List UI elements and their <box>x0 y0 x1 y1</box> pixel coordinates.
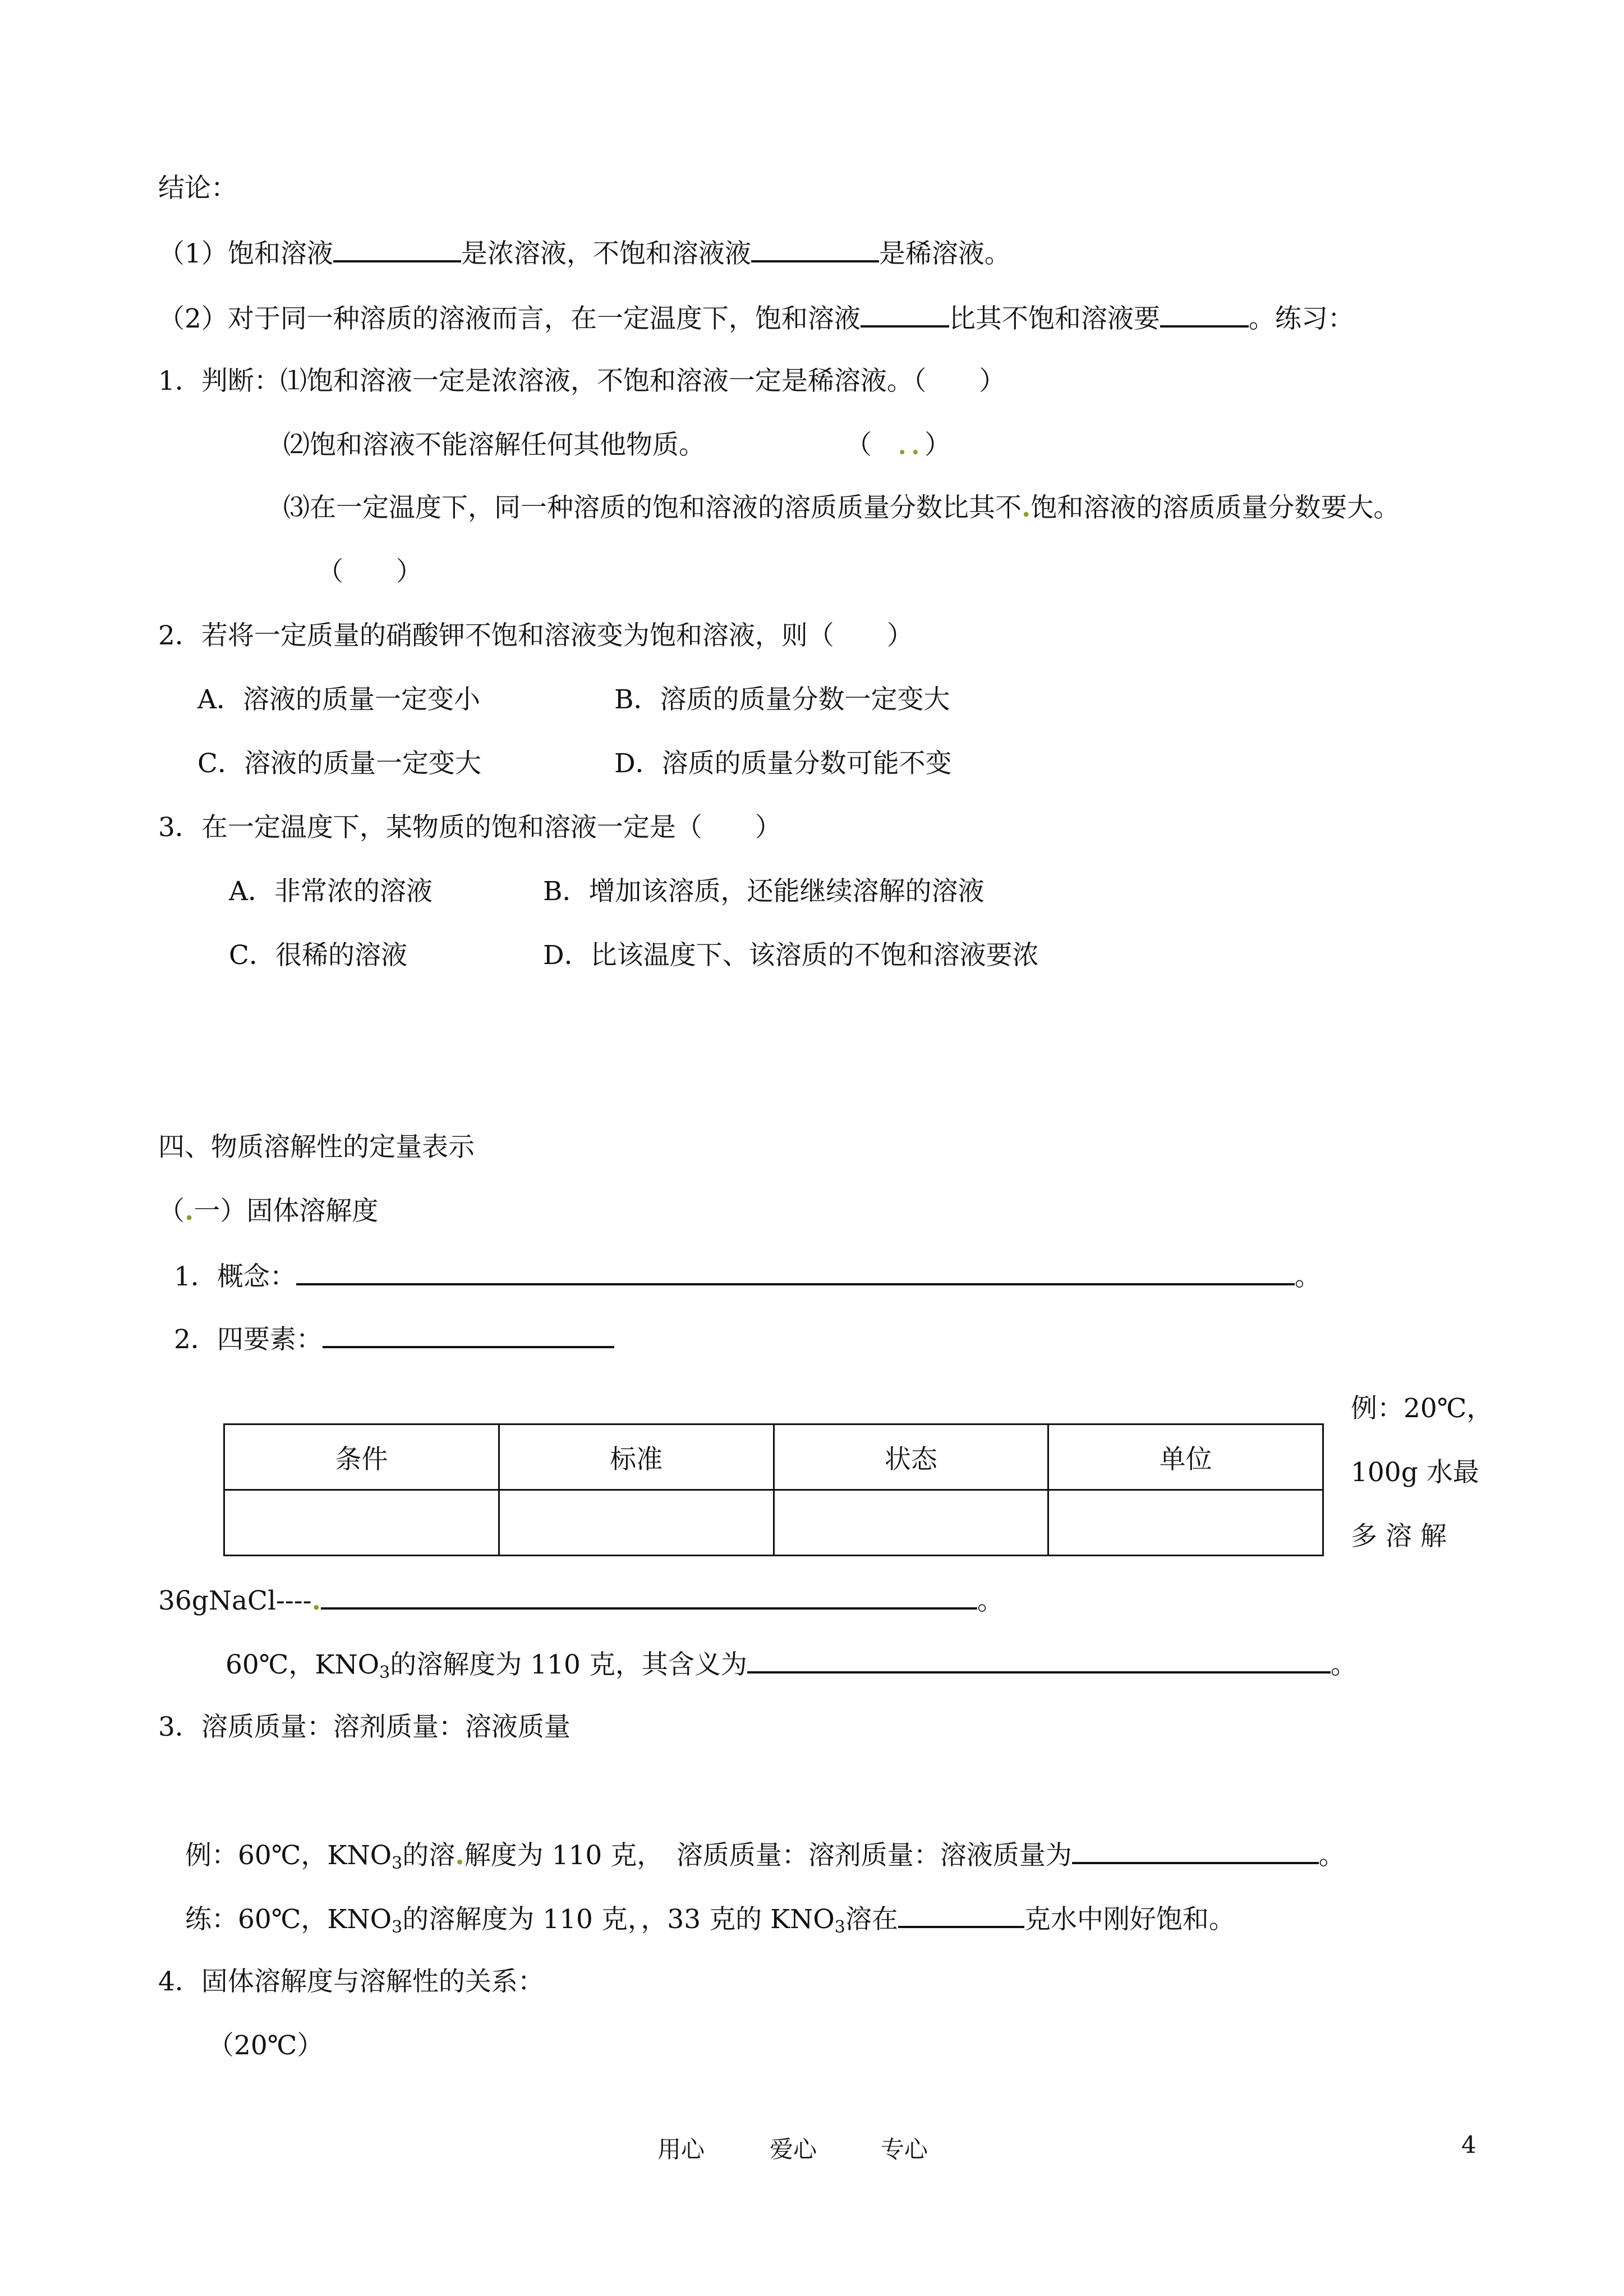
footer-motto-1: 用心 <box>657 2136 705 2163</box>
table-header-row <box>224 1424 1323 1490</box>
side-note-line-2: 100g 水最 <box>1351 1457 1479 1488</box>
table-header-cell: 标准 <box>499 1424 774 1490</box>
conclusion-item-1-text-a: （1）饱和溶液 <box>158 238 333 269</box>
kno3-meaning-line <box>226 1647 1357 1690</box>
blank-line[interactable] <box>898 1901 1024 1928</box>
answer-paren-close: ） <box>924 430 951 460</box>
dot-mark: . <box>1022 492 1031 523</box>
table-cell[interactable] <box>224 1490 499 1556</box>
footer-motto-2: 爱心 <box>770 2136 817 2163</box>
practice-text-a: 练：60℃，KNO <box>185 1904 392 1935</box>
example-text-b: 的溶 <box>402 1840 456 1871</box>
conclusion-item-1-text-b: 是浓溶液，不饱和溶液液 <box>461 238 751 269</box>
table-row <box>224 1490 1323 1556</box>
blank-line[interactable] <box>323 1321 614 1348</box>
footer-motto-3: 专心 <box>881 2136 928 2163</box>
question-1-answer-paren: （ ） <box>317 556 422 587</box>
table-cell[interactable] <box>1048 1490 1323 1556</box>
dot-mark: . <box>185 1196 194 1227</box>
table-cell[interactable] <box>499 1490 774 1556</box>
four-elements-table <box>223 1423 1324 1556</box>
nacl-end: 。 <box>977 1585 1004 1616</box>
conclusion-item-2-text-b: 比其不饱和溶液要 <box>949 303 1160 334</box>
question-1-line-2 <box>283 428 951 462</box>
conclusion-item-1-text-c: 是稀溶液。 <box>878 238 1011 269</box>
practice-text-b: 的溶解度为 110 克，，33 克的 KNO <box>402 1904 835 1935</box>
blank-line[interactable] <box>751 236 879 262</box>
example-line <box>185 1837 1345 1880</box>
question-2-option-d: D．溶质的质量分数可能不变 <box>614 748 952 779</box>
practice-text-c: 溶在 <box>845 1904 898 1935</box>
practice-line <box>185 1901 1235 1944</box>
four-elements-line <box>174 1321 614 1357</box>
example-text-c: 解度为 110 克， 溶质质量：溶剂质量：溶液质量为 <box>464 1840 1072 1871</box>
question-3-option-a: A．非常浓的溶液 <box>229 876 433 907</box>
table-cell[interactable] <box>774 1490 1048 1556</box>
question-1-line-3-text-a: ⑶在一定温度下，同一种溶质的饱和溶液的溶质质量分数比其不 <box>283 492 1022 523</box>
question-3-stem: 3．在一定温度下，某物质的饱和溶液一定是（ ） <box>158 812 781 843</box>
kno3-text-b: 的溶解度为 110 克，其含义为 <box>390 1649 747 1680</box>
blank-line[interactable] <box>861 301 949 328</box>
dot-mark: ．． <box>898 430 924 460</box>
ratio-title: 3．溶质质量：溶剂质量：溶液质量 <box>158 1712 571 1742</box>
temperature-note: （20℃） <box>208 2030 324 2061</box>
question-3-option-d: D．比该温度下、该溶质的不饱和溶液要浓 <box>543 940 1039 971</box>
table-header-cell: 条件 <box>224 1424 499 1490</box>
section-4-title: 四、物质溶解性的定量表示 <box>158 1132 475 1163</box>
table-header-cell: 状态 <box>774 1424 1048 1490</box>
relation-title: 4．固体溶解度与溶解性的关系： <box>158 1966 544 1997</box>
question-2-option-b: B．溶质的质量分数一定变大 <box>614 684 950 715</box>
kno3-text-a: 60℃，KNO <box>226 1649 380 1680</box>
blank-line[interactable] <box>1160 301 1249 328</box>
example-text-a: 例：60℃，KNO <box>185 1840 392 1871</box>
table-header-cell: 单位 <box>1048 1424 1323 1490</box>
concept-label: 1．概念： <box>174 1261 296 1292</box>
question-2-stem: 2．若将一定质量的硝酸钾不饱和溶液变为饱和溶液，则（ ） <box>158 620 913 651</box>
four-elements-label: 2．四要素： <box>174 1324 323 1355</box>
nacl-line <box>158 1583 1004 1618</box>
nacl-text: 36gNaCl---- <box>158 1585 312 1616</box>
kno3-end: 。 <box>1330 1649 1357 1680</box>
question-1-line-2-text: ⑵饱和溶液不能溶解任何其他物质。 <box>283 430 705 460</box>
conclusion-item-2-text-c: 。练习： <box>1248 303 1354 334</box>
question-1-line-1: 1．判断：⑴饱和溶液一定是浓溶液，不饱和溶液一定是稀溶液。（ ） <box>158 366 1006 397</box>
concept-line <box>174 1258 1321 1294</box>
question-1-line-3-text-b: 饱和溶液的溶质质量分数要大。 <box>1030 492 1400 523</box>
conclusion-item-2 <box>158 301 1354 336</box>
concept-end: 。 <box>1294 1261 1321 1292</box>
side-note-line-1: 例：20℃， <box>1351 1393 1493 1424</box>
answer-paren-open: （ <box>845 430 898 460</box>
subtitle-text: 一）固体溶解度 <box>194 1196 379 1227</box>
blank-line[interactable] <box>1072 1837 1319 1864</box>
blank-line[interactable] <box>747 1647 1331 1673</box>
conclusion-item-1 <box>158 236 1011 271</box>
question-3-option-c: C．很稀的溶液 <box>229 940 407 971</box>
subtitle-paren: （ <box>158 1196 185 1227</box>
blank-line[interactable] <box>333 236 461 262</box>
question-2-option-a: A．溶液的质量一定变小 <box>197 684 480 715</box>
question-1-line-3 <box>283 491 1400 525</box>
conclusion-heading: 结论： <box>158 173 237 204</box>
conclusion-item-2-text-a: （2）对于同一种溶质的溶液而言，在一定温度下，饱和溶液 <box>158 303 861 334</box>
dot-mark: . <box>311 1585 321 1616</box>
question-3-option-b: B．增加该溶质，还能继续溶解的溶液 <box>543 876 984 907</box>
page-number: 4 <box>1461 2131 1476 2159</box>
example-end: 。 <box>1318 1840 1345 1871</box>
subscript-3: 3 <box>834 1917 845 1937</box>
question-2-option-c: C．溶液的质量一定变大 <box>197 748 481 779</box>
side-note-line-3: 多 溶 解 <box>1351 1521 1447 1552</box>
blank-line[interactable] <box>296 1258 1295 1285</box>
subscript-3: 3 <box>392 1917 403 1937</box>
subscript-3: 3 <box>379 1663 390 1682</box>
section-4-subtitle <box>158 1195 378 1228</box>
dot-mark: . <box>455 1840 464 1871</box>
practice-text-d: 克水中刚好饱和。 <box>1024 1904 1235 1935</box>
subscript-3: 3 <box>392 1854 403 1873</box>
blank-line[interactable] <box>321 1583 977 1610</box>
